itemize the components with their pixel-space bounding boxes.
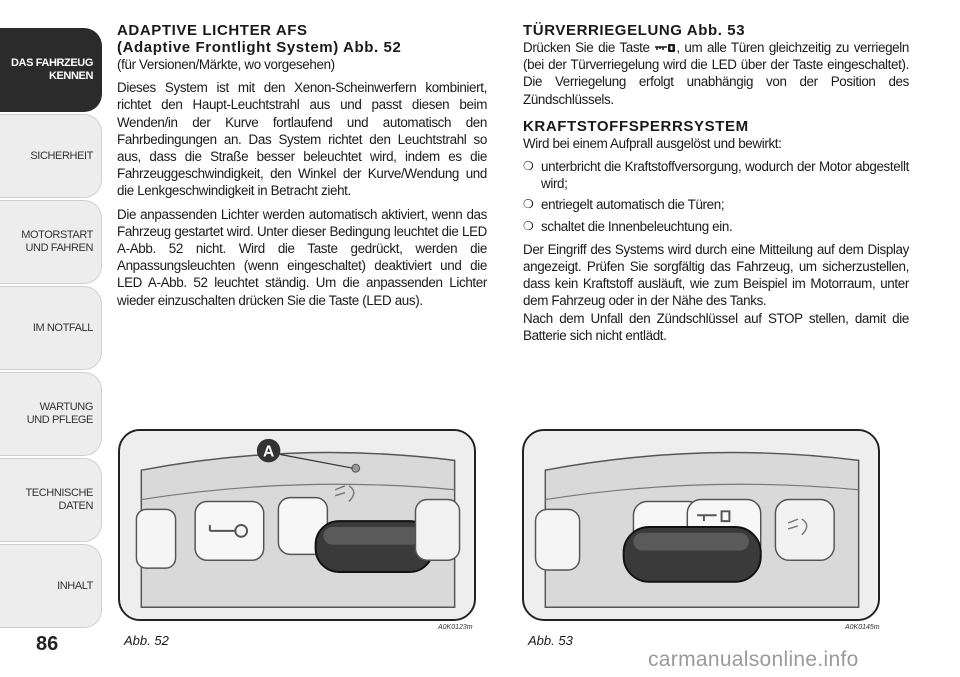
fuel-cutoff-paragraph-4: Nach dem Unfall den Zündschlüssel auf STOP stellen, damit die Batterie sich nicht entlädt. <box>523 310 909 343</box>
afs-availability-note: (für Versionen/Märkte, wo vorgesehen) <box>117 57 335 72</box>
page-number: 86 <box>36 633 59 655</box>
door-lock-title: TÜRVERRIEGELUNG Abb. 53 <box>523 22 746 39</box>
list-item: ❍ unterbricht die Kraftstoffversorgung, wodurch der Motor abgestellt wird; <box>523 158 909 192</box>
fuel-cutoff-intro: Wird bei einem Aufprall ausgelöst und bewirkt: <box>523 135 782 151</box>
afs-subtitle: (Adaptive Frontlight System) Abb. 52 <box>117 39 402 56</box>
door-lock-text-before: Drücken Sie die Taste <box>523 40 650 55</box>
afs-title: ADAPTIVE LICHTER AFS <box>117 22 308 39</box>
tab-technische-daten[interactable]: TECHNISCHE DATEN <box>0 458 102 542</box>
figure-code-52: A0K0123m <box>438 624 473 631</box>
watermark: carmanualsonline.info <box>648 648 859 671</box>
fuel-cutoff-paragraph-3: Der Eingriff des Systems wird durch eine Mitteilung auf dem Display angezeigt. Prüfen Sie sorgfältig das Fahrzeug, um sicherzustellen, dass kein Kraftstoff ausläuft, wie zum Beispiel im Motorraum, unter dem Fahrzeug oder in der Nähe des Tanks. <box>523 241 909 309</box>
door-lock-paragraph <box>523 39 909 108</box>
tab-das-fahrzeug-kennen[interactable]: DAS FAHRZEUG KENNEN <box>0 28 102 112</box>
list-item: ❍ entriegelt automatisch die Türen; <box>523 196 909 213</box>
list-item: ❍ schaltet die Innenbeleuchtung ein. <box>523 218 909 235</box>
tab-inhalt[interactable]: INHALT <box>0 544 102 628</box>
afs-paragraph-2: Die anpassenden Lichter werden automatisch aktiviert, wenn das Fahrzeug gestartet wird. Unter dieser Bedingung leuchtet die LED A-Abb. 52 nicht. Wird die Taste gedrückt, werden die Anpassungsleuchten (wenn eingeschaltet) deaktiviert und die LED A-Abb. 52 leuchtet ständig. Um die anpassenden Lichter wieder einzuschalten drücken Sie die Taste (LED aus). <box>117 206 487 308</box>
figure-code-53: A0K0145m <box>845 624 880 631</box>
door-lock-text-after: , um alle Türen gleichzeitig zu verriegeln (bei der Türverriegelung wird die LED über der Taste eingeschaltet). Die Verriegelung erfolgt unabhängig von der Position des Zündschlüssels. <box>523 40 910 107</box>
fuel-cutoff-list <box>523 158 909 235</box>
door-lock-section <box>523 22 909 350</box>
tab-sicherheit[interactable]: SICHERHEIT <box>0 114 102 198</box>
figure-caption-52: Abb. 52 <box>124 633 169 648</box>
tab-motorstart-und-fahren[interactable]: MOTORSTART UND FAHREN <box>0 200 102 284</box>
afs-section <box>117 22 487 315</box>
door-lock-button-illustration <box>524 431 878 619</box>
afs-button-illustration <box>120 431 474 619</box>
chapter-sidebar <box>0 28 102 630</box>
figure-afs-button <box>118 429 476 621</box>
figure-caption-53: Abb. 53 <box>528 633 573 648</box>
key-lock-icon <box>654 43 676 53</box>
tab-im-notfall[interactable]: IM NOTFALL <box>0 286 102 370</box>
fuel-cutoff-title: KRAFTSTOFFSPERRSYSTEM <box>523 117 749 135</box>
tab-wartung-und-pflege[interactable]: WARTUNG UND PFLEGE <box>0 372 102 456</box>
marker-a: A <box>262 443 275 461</box>
afs-paragraph-1: Dieses System ist mit den Xenon-Scheinwerfern kombiniert, richtet den Haupt-Leuchtstrahl aus und passt diesen beim Wenden/in der Kurve fortlaufend und automatisch den Fahrbedingungen an. Das System richtet den Leuchtstrahl so aus, dass die Straße besser beleuchtet wird, indem es die Fahrzeuggeschwindigkeit, den Winkel der Kurve/Wendung und die Lenkgeschwindigkeit in Betracht zieht. <box>117 80 487 199</box>
figure-door-lock-button <box>522 429 880 621</box>
